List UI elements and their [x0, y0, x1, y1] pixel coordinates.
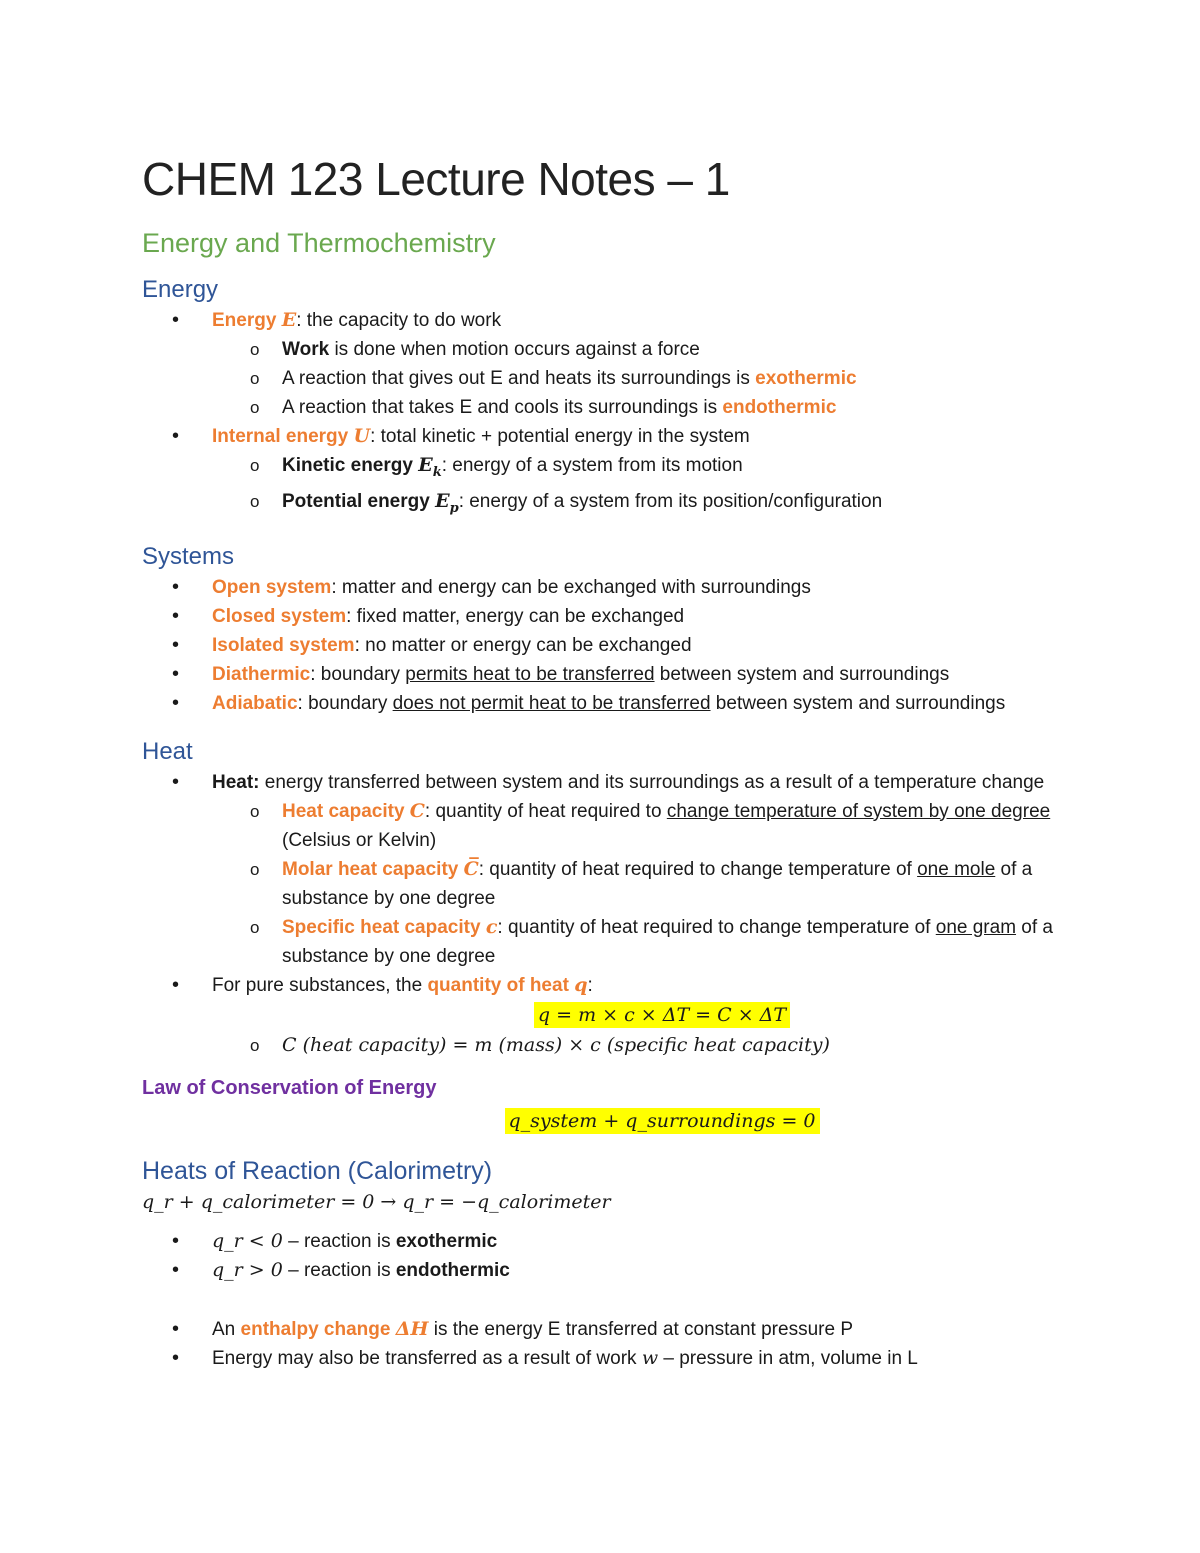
definition-text: between system and surroundings	[654, 663, 950, 685]
list-item	[142, 631, 1062, 660]
definition-text: For pure substances, the	[212, 974, 428, 996]
definition-text: (Celsius or Kelvin)	[282, 829, 437, 851]
definition-text: between system and surroundings	[710, 692, 1006, 714]
term-endothermic: endothermic	[395, 1259, 510, 1281]
definition-text: : the capacity to do work	[296, 310, 502, 331]
reaction-list-1	[142, 1227, 1062, 1285]
sub-list-item	[142, 913, 1062, 971]
symbol-ep: E	[435, 489, 450, 512]
heat-equation-highlighted: q = m × c × ΔT = C × ΔT	[534, 1002, 790, 1028]
heat-list	[142, 768, 1062, 1000]
list-item	[142, 1315, 1062, 1344]
math-expression: q_r > 0	[212, 1258, 283, 1281]
definition-text: An	[212, 1318, 241, 1340]
term-enthalpy-change: enthalpy change	[240, 1318, 391, 1340]
definition-text: energy transferred between system and its surroundings as a result of a temperature change	[259, 771, 1045, 793]
heat-equation-block	[262, 1000, 1062, 1031]
term-heat-capacity: Heat capacity	[282, 800, 405, 822]
section-heading-energy: Energy	[142, 276, 219, 303]
energy-list	[142, 306, 1062, 523]
term-isolated-system: Isolated system	[212, 634, 355, 656]
underlined-text: does not permit heat to be transferred	[392, 692, 711, 714]
symbol-subscript: k	[432, 464, 442, 480]
sub-list-item	[142, 451, 1062, 487]
definition-text: is done when motion occurs against a force	[329, 339, 700, 360]
symbol-c-lower: c	[485, 915, 498, 938]
term-molar-heat-capacity: Molar heat capacity	[282, 858, 459, 880]
calorimetry-equation: q_r + q_calorimeter = 0 → q_r = −q_calorimeter	[142, 1190, 611, 1213]
definition-text: : no matter or energy can be exchanged	[354, 634, 692, 656]
term-specific-heat-capacity: Specific heat capacity	[282, 916, 481, 938]
term-endothermic: endothermic	[722, 397, 837, 418]
sub-list-item	[142, 797, 1062, 855]
section-heading-systems: Systems	[142, 542, 235, 570]
section-heading-heat: Heat	[142, 737, 193, 765]
term-diathermic: Diathermic	[212, 663, 311, 685]
underlined-text: one gram	[935, 916, 1017, 938]
section-heading-reaction: Heats of Reaction (Calorimetry)	[142, 1156, 493, 1185]
symbol-delta-h: ΔH	[395, 1317, 429, 1340]
document-page	[142, 150, 1062, 1373]
section-heading-law	[142, 1074, 1062, 1102]
list-item	[142, 1344, 1062, 1373]
term-potential-energy: Potential energy	[282, 490, 430, 512]
list-item	[142, 971, 1062, 1000]
list-item	[142, 602, 1062, 631]
definition-text: is the energy E transferred at constant pressure P	[428, 1318, 853, 1340]
list-item	[142, 422, 1062, 451]
definition-text: : matter and energy can be exchanged with surroundings	[331, 576, 811, 598]
definition-text: Energy may also be transferred as a result of work	[212, 1347, 642, 1369]
systems-list	[142, 573, 1062, 718]
law-heading-text: Law of Conservation of Energy	[142, 1076, 437, 1099]
underlined-text: change temperature of system by one degree	[666, 800, 1051, 822]
symbol-u: U	[353, 425, 371, 447]
reaction-list-2	[142, 1315, 1062, 1373]
definition-text: : quantity of heat required to	[424, 800, 667, 822]
definition-text: : boundary	[310, 663, 406, 685]
document-subtitle: Energy and Thermochemistry	[142, 228, 496, 258]
definition-text: : quantity of heat required to change temperature of	[478, 858, 918, 880]
definition-text: : energy of a system from its position/configuration	[458, 490, 883, 512]
list-item	[142, 573, 1062, 602]
sub-list-item	[142, 855, 1062, 913]
symbol-subscript: p	[449, 500, 459, 516]
definition-text: : total kinetic + potential energy in the system	[370, 426, 750, 447]
list-item	[142, 306, 1062, 335]
term-adiabatic: Adiabatic	[212, 692, 298, 714]
term-open-system: Open system	[212, 576, 332, 598]
definition-text: A reaction that takes E and cools its surroundings is	[282, 397, 723, 418]
sub-list-item	[142, 364, 1062, 393]
definition-text: : energy of a system from its motion	[441, 455, 743, 476]
list-item	[142, 689, 1062, 718]
term-exothermic: exothermic	[755, 368, 857, 389]
list-item	[142, 1227, 1062, 1256]
symbol-ek: E	[418, 454, 433, 476]
term-internal-energy: Internal energy	[212, 426, 349, 447]
sub-list-item	[142, 1031, 1062, 1060]
list-item	[142, 660, 1062, 689]
list-item	[142, 768, 1062, 797]
underlined-text: one mole	[917, 858, 996, 880]
sub-list-item	[142, 335, 1062, 364]
symbol-e: E	[281, 309, 297, 331]
term-quantity-of-heat: quantity of heat	[427, 974, 569, 996]
sub-list-item	[142, 393, 1062, 422]
sub-list-item	[142, 487, 1062, 523]
definition-text: – pressure in atm, volume in L	[658, 1347, 918, 1369]
term-exothermic: exothermic	[395, 1230, 498, 1252]
underlined-text: permits heat to be transferred	[405, 663, 655, 685]
definition-text: of a substance by one degree	[282, 858, 1033, 909]
math-expression: q_r < 0	[212, 1229, 283, 1252]
law-equation-highlighted: q_system + q_surroundings = 0	[505, 1108, 820, 1134]
symbol-w: w	[641, 1346, 659, 1369]
term-closed-system: Closed system	[212, 605, 347, 627]
symbol-q: q	[574, 973, 588, 996]
law-equation-block	[262, 1106, 1062, 1137]
list-item	[142, 1256, 1062, 1285]
heat-capacity-equation: C (heat capacity) = m (mass) × c (specific heat capacity)	[282, 1033, 830, 1056]
definition-text: of a substance by one degree	[282, 916, 1054, 967]
document-title: CHEM 123 Lecture Notes – 1	[142, 153, 730, 205]
symbol-c: C	[409, 799, 425, 822]
heat-sublist	[142, 1031, 1062, 1060]
symbol-c-bar: C̅	[463, 857, 479, 880]
definition-text: : fixed matter, energy can be exchanged	[346, 605, 685, 627]
term-kinetic-energy: Kinetic energy	[282, 455, 413, 476]
definition-text: : quantity of heat required to change temperature of	[497, 916, 936, 938]
definition-text: – reaction is	[282, 1230, 396, 1252]
definition-text: :	[587, 974, 593, 996]
term-heat: Heat:	[212, 771, 260, 793]
definition-text: A reaction that gives out E and heats its surroundings is	[282, 368, 756, 389]
definition-text: : boundary	[297, 692, 393, 714]
term-energy: Energy	[212, 310, 277, 331]
definition-text: – reaction is	[282, 1259, 396, 1281]
term-work: Work	[282, 339, 330, 360]
